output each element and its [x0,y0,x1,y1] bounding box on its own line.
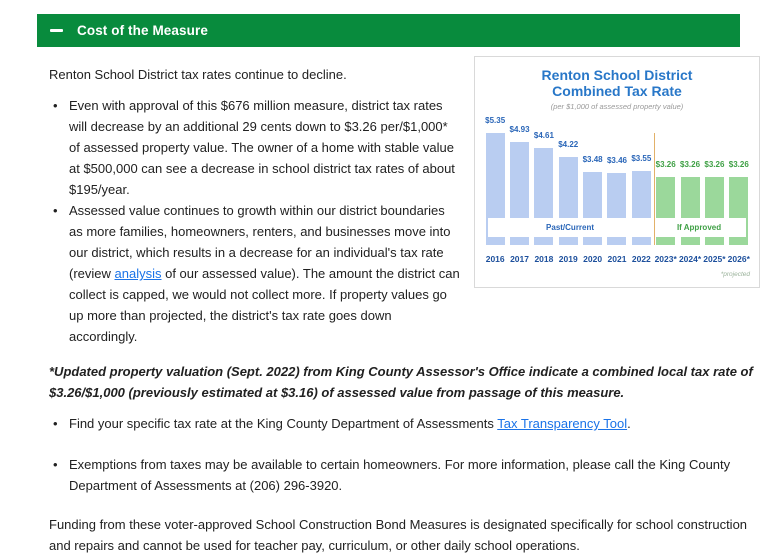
x-axis-label: 2020 [583,254,603,264]
bar-value-label: $3.26 [680,160,701,169]
bullet-text: Even with approval of this $676 million measure, district tax rates will decrease by an additional 29 cents down to $3.26 per/$1,000* of assessed property value. The owner of a home with stable value at $500,000 can see a decrease in school district tax rates of about $195/year. [69,98,455,197]
tax-transparency-tool-link[interactable]: Tax Transparency Tool [497,416,628,431]
list-item [49,95,460,200]
bullet-marker: • [53,416,58,431]
bar-value-label: $5.35 [485,116,506,125]
funding-paragraph: Funding from these voter-approved School Construction Bond Measures is designated specifically for school construction and repairs and cannot be used for teacher pay, curriculum, or other daily school operations. [49,517,748,553]
bullet-text: Exemptions from taxes may be available to certain homeowners. For more information, please call the King County Department of Assessments at (206) 296-3920. [69,457,731,493]
bar-value-label: $3.46 [606,156,627,165]
bar-value-label: $3.26 [655,160,676,169]
chart-title-line2: Combined Tax Rate [552,83,682,99]
bullet-text-segment: of our assessed value). The amount the district can collect is capped, we would not collect more. If property values go up more than projected, the district's tax rate goes down accordingly. [69,266,460,344]
page [0,14,768,553]
bar-value-label: $3.48 [582,155,603,164]
legend-if-approved: If Approved [676,223,722,232]
valuation-note: *Updated property valuation (Sept. 2022) from King County Assessor's Office indicate a combined local tax rate of $3.26/$1,000 (previously estimated at $3.16) of assessed value from passage of this measure. [49,364,753,400]
x-axis-label: 2019 [558,254,578,264]
chart-subtitle: (per $1,000 of assessed property value) [550,102,684,111]
bullet-text [69,413,631,434]
bar-value-label: $4.61 [533,131,554,140]
bullet-text [69,200,460,347]
x-axis-label: 2021 [607,254,627,264]
section-title: Cost of the Measure [77,23,208,38]
bar-value-label: $3.26 [728,160,749,169]
bullet-marker: • [53,457,58,472]
bullet-list-bottom [49,413,760,496]
combined-tax-rate-chart [474,56,760,288]
list-item [49,413,760,434]
bullet-text-segment: . [627,416,631,431]
x-axis-label: 2024* [678,254,702,264]
x-axis-label: 2026* [727,254,750,264]
x-axis-label: 2022 [631,254,651,264]
bullet-marker: • [53,203,58,218]
bar-value-label: $4.22 [558,140,579,149]
x-axis-label: 2016 [485,254,505,264]
projected-footnote: *projected [720,271,750,278]
legend-past-current: Past/Current [546,223,595,232]
list-item [49,454,760,496]
intro-paragraph: Renton School District tax rates continue to decline. [49,67,347,82]
collapse-minus-icon[interactable] [50,29,63,32]
bullet-marker: • [53,98,58,113]
section-content [0,47,768,556]
chart-plot [480,116,754,245]
list-item [49,200,460,347]
bullet-text-segment: Find your specific tax rate at the King County Department of Assessments [69,416,498,431]
bar-value-label: $4.93 [509,125,530,134]
bar-value-label: $3.26 [704,160,725,169]
bullet-text-segment: Assessed value continues to growth within our district boundaries as more families, homeowners, renters, and businesses move into our district, which results in a decrease for an individual's tax rate (review [69,203,451,281]
chart-title-line1: Renton School District [541,67,693,83]
chart-legend-band [488,218,746,237]
bar-value-label: $3.55 [631,154,652,163]
x-axis-label: 2025* [703,254,726,264]
analysis-link[interactable]: analysis [114,266,162,281]
chart-divider-line [654,133,655,245]
chart-x-axis [480,249,754,270]
x-axis-label: 2017 [510,254,529,264]
x-axis-label: 2018 [534,254,554,264]
x-axis-label: 2023* [654,254,677,264]
section-header-cost-of-the-measure[interactable] [37,14,740,47]
